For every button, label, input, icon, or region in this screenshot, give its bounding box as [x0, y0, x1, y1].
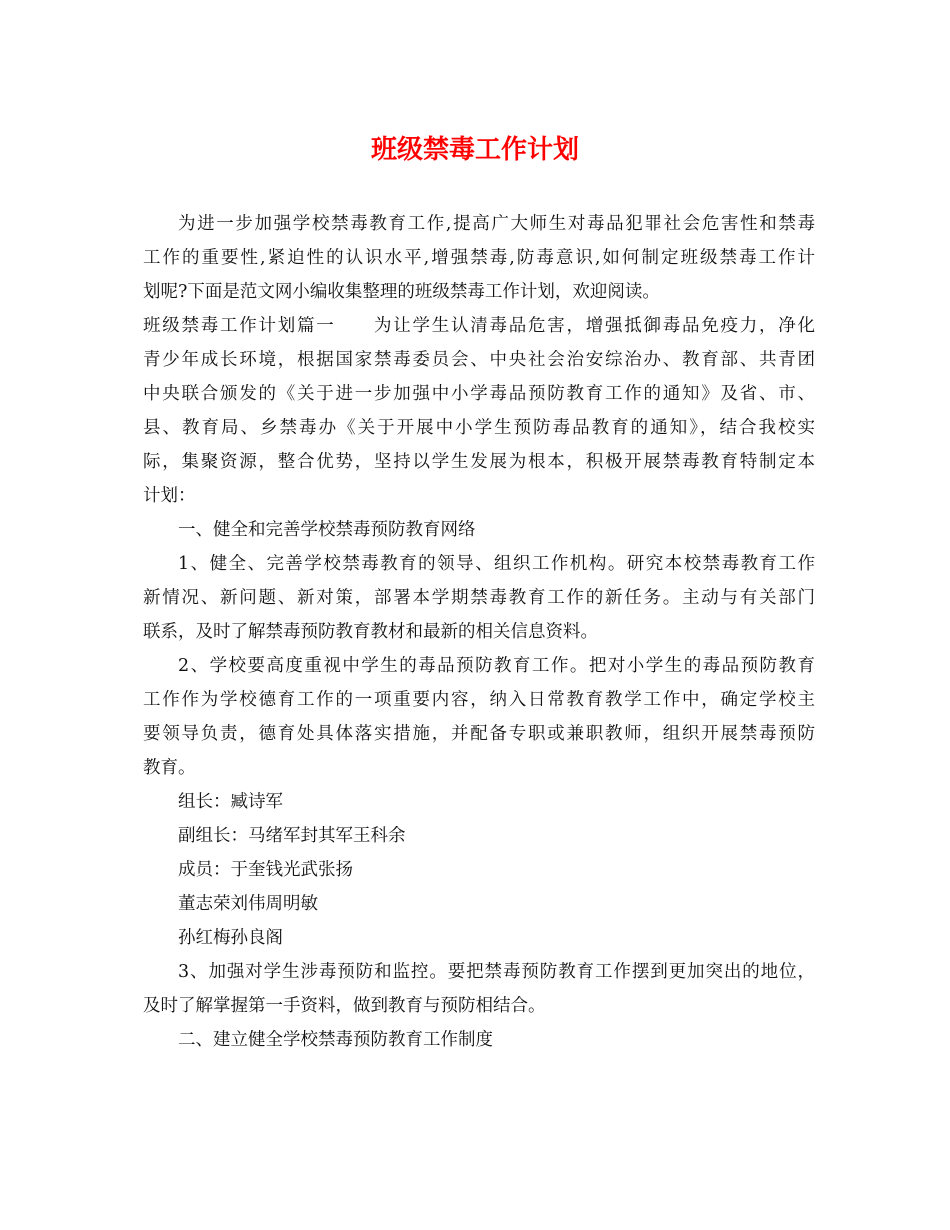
- paragraph-line: 1、健全、完善学校禁毒教育的领导、组织工作机构。研究本校禁毒教育工作: [178, 554, 815, 574]
- section-heading: 二、建立健全学校禁毒预防教育工作制度: [178, 1030, 493, 1050]
- paragraph-line: 青少年成长环境，根据国家禁毒委员会、中央社会治安综治办、教育部、共青团: [143, 350, 815, 370]
- paragraph-line: 要领导负责，德育处具体落实措施，并配备专职或兼职教师，组织开展禁毒预防: [143, 724, 815, 744]
- paragraph-line: 班级禁毒工作计划篇一 为让学生认清毒品危害，增强抵御毒品免疫力，净化: [143, 316, 815, 336]
- paragraph-line: 计划：: [143, 486, 196, 506]
- paragraph-line: 教育。: [143, 758, 196, 778]
- member-line: 孙红梅孙良阁: [178, 928, 283, 948]
- paragraph-line: 际，集聚资源，整合优势，坚持以学生发展为根本，积极开展禁毒教育特制定本: [143, 452, 815, 472]
- member-line: 成员：于奎钱光武张扬: [178, 860, 353, 880]
- member-line: 副组长：马绪军封其军王科余: [178, 826, 406, 846]
- paragraph-line: 中央联合颁发的《关于进一步加强中小学毒品预防教育工作的通知》及省、市、: [143, 384, 815, 404]
- paragraph-line: 工作的重要性,紧迫性的认识水平,增强禁毒,防毒意识,如何制定班级禁毒工作计: [143, 248, 815, 268]
- document-title: 班级禁毒工作计划: [370, 135, 579, 165]
- paragraph-line: 划呢?下面是范文网小编收集整理的班级禁毒工作计划，欢迎阅读。: [143, 282, 660, 302]
- paragraph-line: 及时了解掌握第一手资料，做到教育与预防相结合。: [143, 996, 546, 1016]
- document-body: [143, 207, 815, 1057]
- paragraph-line: 县、教育局、乡禁毒办《关于开展中小学生预防毒品教育的通知》，结合我校实: [143, 418, 815, 438]
- section-heading: 一、健全和完善学校禁毒预防教育网络: [178, 520, 476, 540]
- paragraph-line: 新情况、新问题、新对策，部署本学期禁毒教育工作的新任务。主动与有关部门: [143, 588, 815, 608]
- member-line: 董志荣刘伟周明敏: [178, 894, 318, 914]
- paragraph-line: 2、学校要高度重视中学生的毒品预防教育工作。把对小学生的毒品预防教育: [178, 656, 815, 676]
- paragraph-line: 联系，及时了解禁毒预防教育教材和最新的相关信息资料。: [143, 622, 598, 642]
- paragraph-line: 3、加强对学生涉毒预防和监控。要把禁毒预防教育工作摆到更加突出的地位，: [178, 962, 815, 982]
- paragraph-line: 为进一步加强学校禁毒教育工作,提高广大师生对毒品犯罪社会危害性和禁毒: [178, 214, 815, 234]
- member-line: 组长：臧诗军: [178, 792, 283, 812]
- paragraph-line: 工作作为学校德育工作的一项重要内容，纳入日常教育教学工作中，确定学校主: [143, 690, 815, 710]
